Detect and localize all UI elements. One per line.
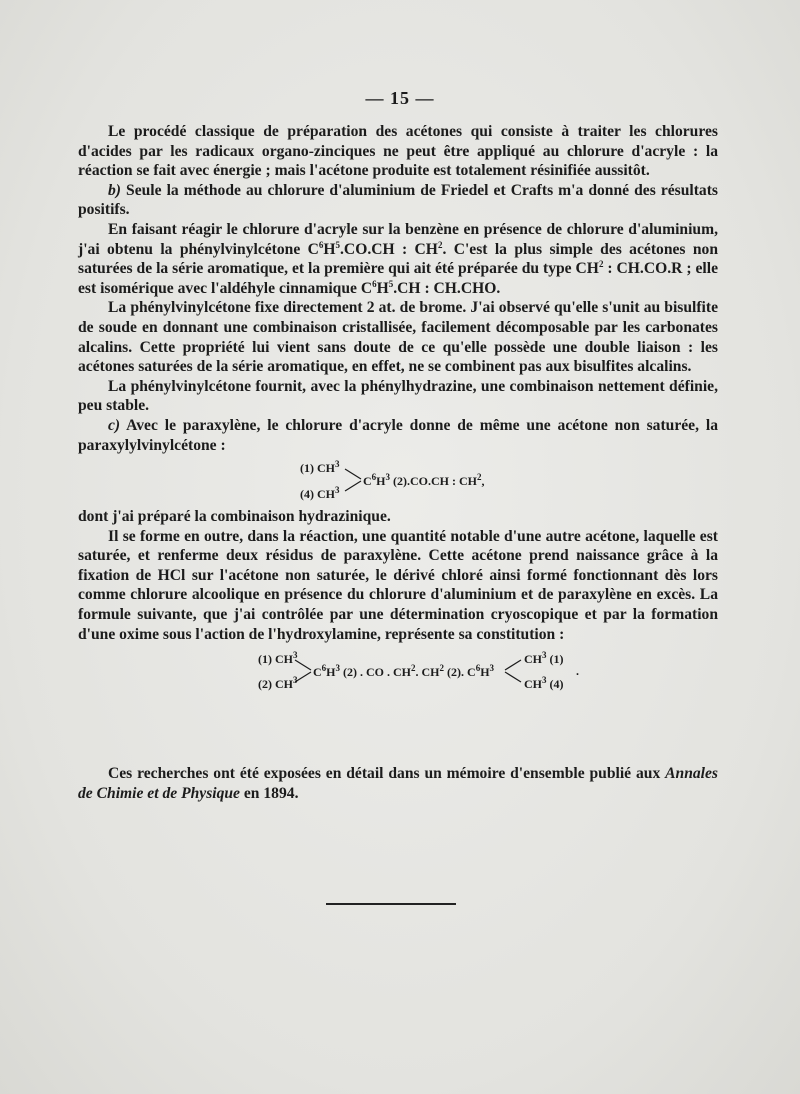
superscript: 3 — [542, 650, 547, 661]
superscript: 6 — [371, 472, 377, 483]
superscript: 6 — [372, 278, 377, 289]
superscript: 6 — [318, 239, 324, 250]
group-label: CH — [275, 652, 293, 667]
superscript: 2 — [598, 258, 604, 269]
paragraph-2-text: Seule la méthode au chlorure d'aluminium de Friedel et Crafts m'a donné des résultats positifs. — [78, 181, 718, 219]
text-run: (2). C — [444, 665, 476, 680]
text-run: En faisant réagir le chlorure d'acryle sur la benzène en présence de chlorure d'aluminium, j'ai obtenu la phénylvinylcétone C — [78, 220, 718, 258]
superscript: 3 — [335, 459, 340, 470]
paragraph-6-text: Avec le paraxylène, le chlorure d'acryle donne de même une acétone non saturée, la paraxylylvinylcétone : — [78, 416, 718, 454]
paragraph-6 — [78, 416, 718, 455]
superscript: 3 — [542, 675, 547, 686]
text-run: , — [481, 474, 485, 489]
superscript: 3 — [293, 675, 298, 686]
superscript: 3 — [385, 472, 391, 483]
item-label-c: c) — [108, 416, 121, 434]
formula-2-right-bottom — [524, 675, 564, 695]
body-text — [78, 122, 718, 803]
formula-2-left-bottom — [258, 675, 298, 695]
page-number: — 15 — — [365, 88, 435, 108]
group-label: CH — [524, 677, 542, 692]
text-run: H — [376, 474, 386, 489]
superscript: 6 — [321, 663, 327, 674]
position-label: (2) — [258, 677, 272, 692]
superscript: 6 — [475, 663, 481, 674]
text-run: .CO.CH : CH — [340, 240, 438, 258]
text-run: C — [363, 474, 372, 489]
text-run: . CH — [415, 665, 440, 680]
paragraph-5: La phénylvinylcétone fournit, avec la phénylhydrazine, une combinaison nettement définie, peu stable. — [78, 377, 718, 415]
paragraph-2 — [78, 181, 718, 220]
text-run: H — [326, 665, 336, 680]
formula-saturated-acetone — [78, 648, 718, 696]
superscript: 2 — [439, 663, 445, 674]
group-label: CH — [317, 487, 335, 502]
text-run: . C'est la plus simple des acétones non saturées de la série aromatique, et la première qui ait été préparée du type CH — [78, 240, 718, 278]
superscript: 3 — [293, 650, 298, 661]
superscript: 3 — [335, 485, 340, 496]
superscript: 3 — [489, 663, 495, 674]
formula-paraxylylvinylcetone — [78, 455, 718, 507]
position-label: (1) — [549, 652, 564, 667]
superscript: 3 — [335, 663, 341, 674]
formula-1-left-bottom — [300, 485, 340, 505]
text-run: H — [323, 240, 336, 258]
position-label: (1) — [300, 461, 314, 476]
superscript: 2 — [437, 239, 443, 250]
text-run: en 1894. — [239, 784, 299, 802]
formula-1-left-top — [300, 459, 340, 479]
text-run: Ces recherches ont été exposées en détail dans un mémoire d'ensemble publié aux — [108, 765, 666, 783]
position-label: (4) — [549, 677, 564, 692]
formula-2-right-top — [524, 650, 564, 670]
spacer — [78, 696, 718, 764]
group-label: CH — [524, 652, 542, 667]
superscript: 5 — [335, 239, 341, 250]
group-label: CH — [275, 677, 293, 692]
text-run: H — [480, 665, 490, 680]
paragraph-3 — [78, 220, 718, 298]
end-rule — [326, 903, 456, 905]
journal-title: Annales de Chimie et de Physique — [78, 765, 718, 802]
position-label: (4) — [300, 487, 314, 502]
paragraph-4: La phénylvinylcétone fixe directement 2 at. de brome. J'ai observé qu'elle s'unit au bisulfite de soude en donnant une combinaison cristallisée, facilement décomposable par les carbonates alcalins. Cette propriété lui vient sans doute de ce qu'elle possède une double liaison : les acétones saturées de la série aromatique, en effet, ne se combinent pas aux bisulfites alcalins. — [78, 299, 718, 376]
formula-2-left-top — [258, 650, 298, 670]
text-run: C — [313, 665, 322, 680]
formula-2-main — [313, 663, 494, 683]
paragraph-7: dont j'ai préparé la combinaison hydrazinique. — [78, 508, 391, 526]
text-run: .CH : CH.CHO. — [393, 279, 501, 297]
text-run: H — [376, 279, 389, 297]
text-run: (2) . CO . CH — [340, 665, 412, 680]
superscript: 5 — [388, 278, 394, 289]
superscript: 2 — [477, 472, 482, 483]
paragraph-8: Il se forme en outre, dans la réaction, une quantité notable d'une autre acétone, laquelle est saturée, et renferme deux résidus de paraxylène. Cette acétone prend naissance grâce à la fixation de HCl sur l'acétone non saturée, le dérivé chloré ainsi formé fonctionnant dès lors comme chlorure alcoolique en présence du chlorure d'aluminium et de paraxylène en excès. La formule suivante, que j'ai contrôlée par une détermination cryoscopique et par la formation d'une oxime sous l'action de l'hydroxylamine, représente sa constitution : — [78, 527, 718, 643]
item-label-b: b) — [108, 181, 121, 199]
paragraph-9 — [78, 764, 718, 803]
paragraph-1: Le procédé classique de préparation des acétones qui consiste à traiter les chlorures d'acides par les radicaux organo-zinciques ne peut être appliqué au chlorure d'acryle : la réaction se fait avec énergie ; mais l'acétone produite est totalement résinifiée aussitôt. — [78, 123, 718, 180]
text-run: : CH.CO.R ; elle est isomérique avec l'aldéhyle cinnamique C — [78, 260, 718, 297]
position-label: (1) — [258, 652, 272, 667]
formula-1-main — [363, 472, 485, 492]
group-label: CH — [317, 461, 335, 476]
text-run: (2).CO.CH : CH — [390, 474, 478, 489]
formula-2-tail: . — [576, 664, 579, 679]
superscript: 2 — [411, 663, 416, 674]
